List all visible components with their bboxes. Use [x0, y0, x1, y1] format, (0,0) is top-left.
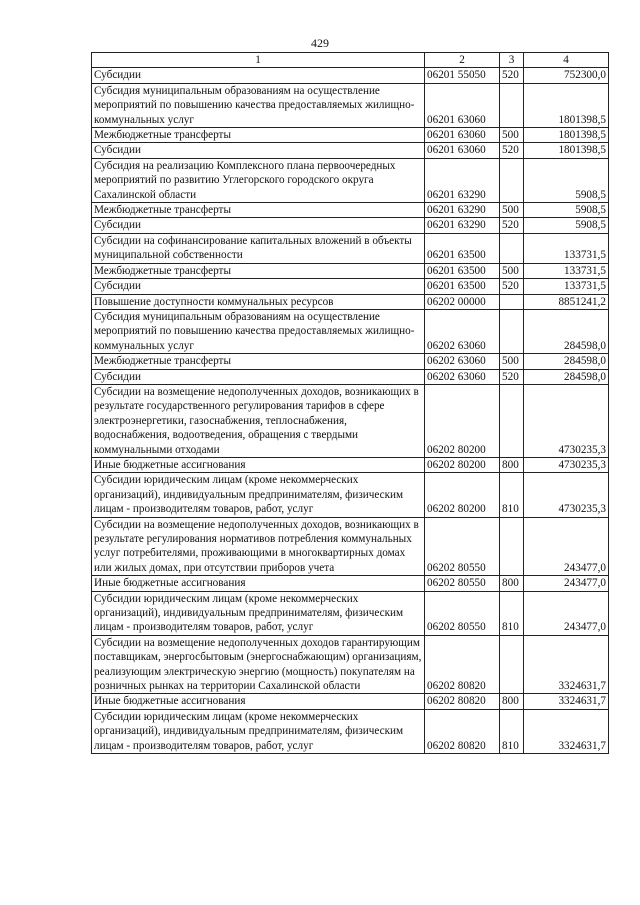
cell-code: 06201 63290 — [425, 158, 500, 202]
cell-name: Субсидии на возмещение недополученных доходов, возникающих в результате государственного регулирования тарифов в сфере электроэнергетики, газоснабжения, теплоснабжения, водоснабжения, водоотведения, обращения с твердыми коммунальными отходами — [92, 384, 425, 457]
cell-sum: 133731,5 — [524, 233, 609, 263]
column-header-name: 1 — [92, 53, 425, 68]
cell-name: Субсидии юридическим лицам (кроме некоммерческих организаций), индивидуальным предпринимателям, физическим лицам - производителям товаров, работ, услуг — [92, 709, 425, 753]
cell-sum: 1801398,5 — [524, 143, 609, 158]
cell-type — [500, 517, 524, 576]
table-row — [92, 473, 609, 517]
cell-name: Субсидия муниципальным образованиям на осуществление мероприятий по повышению качества предоставляемых жилищно-коммунальных услуг — [92, 83, 425, 127]
cell-sum: 8851241,2 — [524, 294, 609, 309]
cell-type: 520 — [500, 143, 524, 158]
table-row — [92, 294, 609, 309]
cell-sum: 1801398,5 — [524, 128, 609, 143]
cell-type: 810 — [500, 591, 524, 635]
cell-name: Субсидии — [92, 279, 425, 294]
table-row — [92, 233, 609, 263]
cell-code: 06202 80550 — [425, 591, 500, 635]
cell-type: 500 — [500, 203, 524, 218]
table-body — [92, 68, 609, 754]
cell-code: 06202 80200 — [425, 473, 500, 517]
column-header-code: 2 — [425, 53, 500, 68]
table-row — [92, 309, 609, 353]
table-row — [92, 694, 609, 709]
cell-code: 06201 63500 — [425, 233, 500, 263]
cell-sum: 752300,0 — [524, 68, 609, 83]
cell-sum: 5908,5 — [524, 158, 609, 202]
cell-name: Межбюджетные трансферты — [92, 203, 425, 218]
cell-type: 520 — [500, 68, 524, 83]
cell-type — [500, 233, 524, 263]
table-row — [92, 576, 609, 591]
cell-type — [500, 309, 524, 353]
cell-name: Межбюджетные трансферты — [92, 354, 425, 369]
table-row — [92, 279, 609, 294]
cell-code: 06202 63060 — [425, 309, 500, 353]
cell-sum: 4730235,3 — [524, 473, 609, 517]
cell-sum: 3324631,7 — [524, 709, 609, 753]
cell-type: 520 — [500, 218, 524, 233]
cell-type — [500, 635, 524, 694]
table-row — [92, 591, 609, 635]
cell-sum: 5908,5 — [524, 218, 609, 233]
cell-sum: 1801398,5 — [524, 83, 609, 127]
cell-sum: 284598,0 — [524, 369, 609, 384]
cell-code: 06201 63290 — [425, 203, 500, 218]
cell-code: 06202 80200 — [425, 384, 500, 457]
cell-code: 06201 63060 — [425, 128, 500, 143]
cell-type — [500, 294, 524, 309]
cell-type: 500 — [500, 128, 524, 143]
column-header-sum: 4 — [524, 53, 609, 68]
cell-type — [500, 83, 524, 127]
cell-sum: 5908,5 — [524, 203, 609, 218]
table-row — [92, 143, 609, 158]
cell-name: Межбюджетные трансферты — [92, 128, 425, 143]
cell-name: Субсидии — [92, 68, 425, 83]
cell-name: Субсидии на возмещение недополученных доходов гарантирующим поставщикам, энергосбытовым (энергоснабжающим) организациям, реализующим электрическую энергию (мощность) покупателям на розничных рынках на территории Сахалинской области — [92, 635, 425, 694]
page-number: 429 — [311, 36, 329, 50]
table-row — [92, 128, 609, 143]
table-row — [92, 709, 609, 753]
table-row — [92, 369, 609, 384]
cell-type: 810 — [500, 709, 524, 753]
cell-sum: 4730235,3 — [524, 384, 609, 457]
cell-type — [500, 384, 524, 457]
cell-code: 06202 63060 — [425, 354, 500, 369]
cell-name: Субсидии — [92, 218, 425, 233]
cell-sum: 133731,5 — [524, 263, 609, 278]
cell-name: Субсидии — [92, 369, 425, 384]
cell-sum: 243477,0 — [524, 517, 609, 576]
table-row — [92, 263, 609, 278]
cell-name: Субсидии — [92, 143, 425, 158]
table-row — [92, 218, 609, 233]
cell-name: Иные бюджетные ассигнования — [92, 576, 425, 591]
table-row — [92, 517, 609, 576]
cell-code: 06202 80820 — [425, 694, 500, 709]
cell-name: Субсидии юридическим лицам (кроме некоммерческих организаций), индивидуальным предпринимателям, физическим лицам - производителям товаров, работ, услуг — [92, 591, 425, 635]
cell-name: Субсидия муниципальным образованиям на осуществление мероприятий по повышению качества предоставляемых жилищно-коммунальных услуг — [92, 309, 425, 353]
table-row — [92, 635, 609, 694]
table-row — [92, 83, 609, 127]
cell-sum: 284598,0 — [524, 354, 609, 369]
cell-code: 06201 63500 — [425, 263, 500, 278]
cell-sum: 3324631,7 — [524, 694, 609, 709]
table-row — [92, 457, 609, 472]
cell-code: 06202 63060 — [425, 369, 500, 384]
cell-code: 06201 55050 — [425, 68, 500, 83]
cell-sum: 4730235,3 — [524, 457, 609, 472]
cell-code: 06201 63060 — [425, 143, 500, 158]
cell-sum: 3324631,7 — [524, 635, 609, 694]
cell-name: Повышение доступности коммунальных ресурсов — [92, 294, 425, 309]
cell-code: 06201 63500 — [425, 279, 500, 294]
table-row — [92, 68, 609, 83]
column-header-type: 3 — [500, 53, 524, 68]
table-row — [92, 158, 609, 202]
cell-code: 06202 80550 — [425, 576, 500, 591]
cell-code: 06202 80820 — [425, 635, 500, 694]
cell-name: Субсидия на реализацию Комплексного плана первоочередных мероприятий по развитию Углегорского городского округа Сахалинской области — [92, 158, 425, 202]
cell-sum: 243477,0 — [524, 591, 609, 635]
cell-name: Субсидии на софинансирование капитальных вложений в объекты муниципальной собственности — [92, 233, 425, 263]
cell-sum: 243477,0 — [524, 576, 609, 591]
cell-type: 500 — [500, 354, 524, 369]
cell-code: 06201 63060 — [425, 83, 500, 127]
cell-code: 06201 63290 — [425, 218, 500, 233]
cell-code: 06202 80550 — [425, 517, 500, 576]
cell-sum: 133731,5 — [524, 279, 609, 294]
cell-type: 800 — [500, 576, 524, 591]
cell-type: 810 — [500, 473, 524, 517]
cell-type: 520 — [500, 369, 524, 384]
cell-name: Иные бюджетные ассигнования — [92, 457, 425, 472]
budget-table — [91, 52, 609, 754]
cell-type — [500, 158, 524, 202]
cell-name: Иные бюджетные ассигнования — [92, 694, 425, 709]
cell-type: 520 — [500, 279, 524, 294]
table-header-row — [92, 53, 609, 68]
cell-type: 500 — [500, 263, 524, 278]
cell-type: 800 — [500, 457, 524, 472]
cell-name: Межбюджетные трансферты — [92, 263, 425, 278]
table-row — [92, 203, 609, 218]
table-row — [92, 354, 609, 369]
cell-code: 06202 80200 — [425, 457, 500, 472]
cell-code: 06202 00000 — [425, 294, 500, 309]
cell-type: 800 — [500, 694, 524, 709]
cell-code: 06202 80820 — [425, 709, 500, 753]
table-row — [92, 384, 609, 457]
cell-name: Субсидии юридическим лицам (кроме некоммерческих организаций), индивидуальным предпринимателям, физическим лицам - производителям товаров, работ, услуг — [92, 473, 425, 517]
cell-sum: 284598,0 — [524, 309, 609, 353]
cell-name: Субсидии на возмещение недополученных доходов, возникающих в результате регулирования нормативов потребления коммунальных услуг потребителями, проживающими в многоквартирных домах или жилых домах, при отсутствии приборов учета — [92, 517, 425, 576]
